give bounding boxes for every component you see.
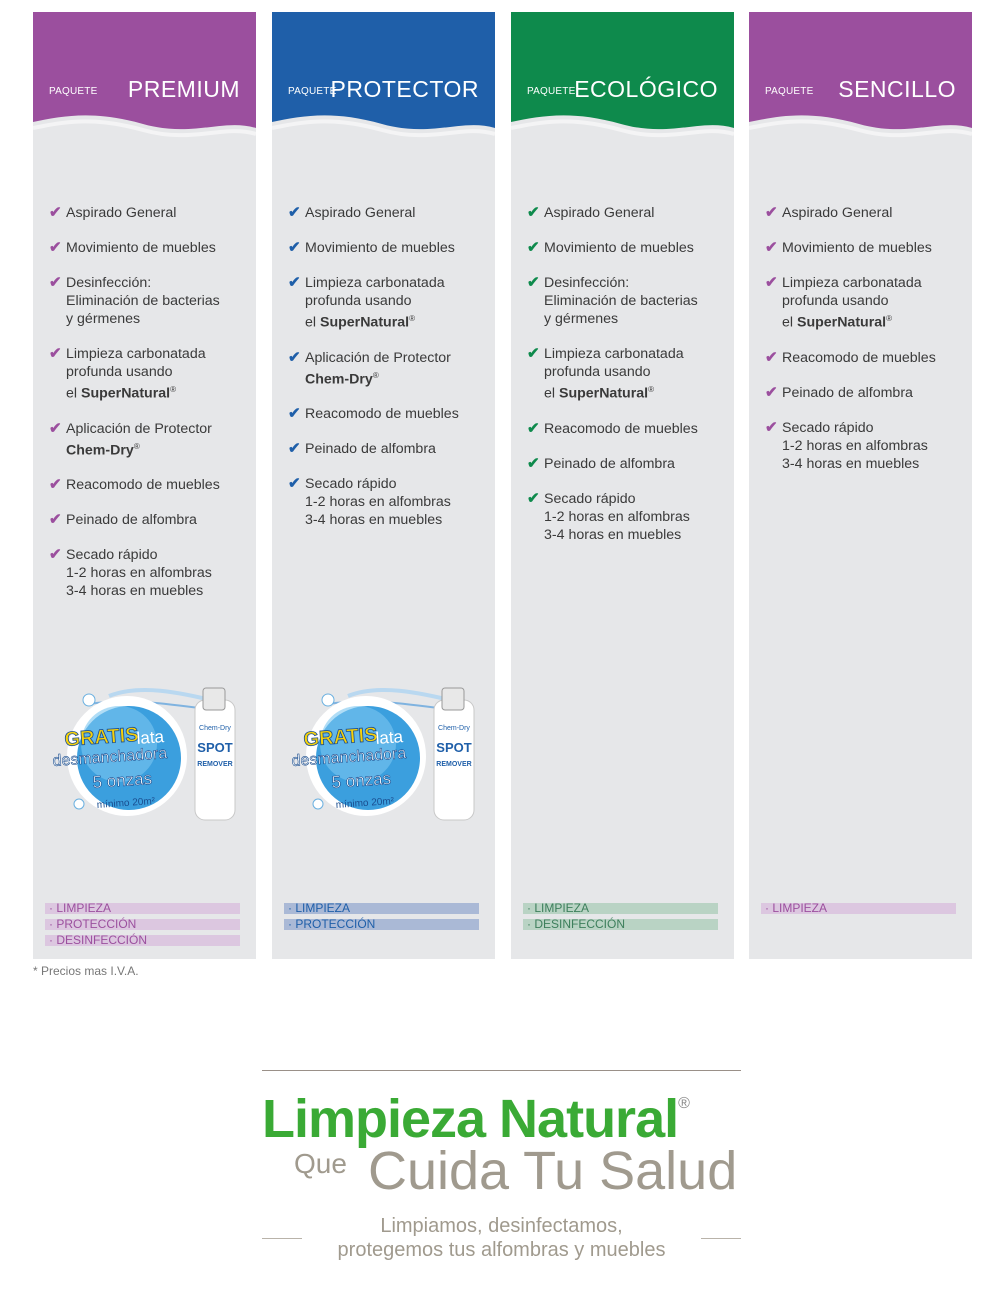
small-bubble: [313, 799, 323, 809]
check-icon: ✔: [49, 419, 62, 437]
check-icon: ✔: [49, 546, 62, 564]
package-column-3: [749, 12, 972, 959]
price-note: * Precios mas I.V.A.: [33, 964, 139, 978]
package-name: ECOLÓGICO: [574, 76, 718, 102]
feature-item: [288, 440, 488, 458]
category-tags: [45, 903, 240, 951]
feature-item: [49, 476, 249, 494]
category-tag: · LIMPIEZA: [284, 903, 479, 914]
small-bubble: [74, 799, 84, 809]
category-tag: · PROTECCIÓN: [45, 919, 240, 930]
package-column-2: [511, 12, 734, 959]
promo-minimo: mínimo 20m²: [96, 795, 156, 811]
check-icon: ✔: [527, 454, 540, 472]
package-prefix-label: PAQUETE: [527, 86, 576, 97]
feature-text: profunda usando: [66, 364, 173, 380]
category-tags: [284, 903, 479, 935]
brand-subtitle: Cuida Tu Salud: [368, 1141, 738, 1201]
check-icon: ✔: [49, 204, 62, 221]
feature-text: 1-2 horas en alfombras: [782, 437, 928, 454]
feature-text: Limpieza carbonatada: [544, 346, 684, 362]
check-icon: ✔: [49, 239, 62, 256]
tagline-line-2: protegemos tus alfombras y muebles: [337, 1239, 666, 1261]
feature-text: Movimiento de muebles: [66, 240, 216, 256]
check-icon: ✔: [49, 345, 62, 362]
feature-item: [49, 204, 249, 222]
feature-text: profunda usando: [305, 293, 412, 309]
check-icon: ✔: [527, 239, 540, 256]
check-icon: ✔: [765, 204, 778, 221]
feature-text: Eliminación de bacterias: [544, 293, 698, 309]
brand-divider: [262, 1070, 741, 1071]
feature-item: [288, 204, 488, 222]
feature-text: Reacomodo de muebles: [544, 420, 698, 437]
check-icon: ✔: [765, 348, 778, 366]
feature-item: [527, 345, 727, 403]
package-prefix-label: PAQUETE: [49, 86, 98, 97]
promo-lata: lata: [135, 727, 165, 748]
feature-text: Reacomodo de muebles: [66, 477, 220, 494]
brand-name-bold: SuperNatural: [558, 385, 649, 402]
feature-text: [305, 367, 488, 389]
feature-item: [765, 274, 965, 332]
registered-mark: ®: [170, 385, 176, 394]
can-label-spot: SPOT: [197, 740, 233, 755]
feature-item: [49, 546, 249, 600]
category-tags: [523, 903, 718, 935]
brand-name-bold: SuperNatural: [796, 314, 887, 331]
feature-item: [288, 239, 488, 257]
package-name: PROTECTOR: [330, 76, 479, 102]
check-icon: ✔: [765, 274, 778, 291]
feature-item: [527, 239, 727, 257]
feature-text: Secado rápido: [66, 547, 158, 564]
category-tag: · DESINFECCIÓN: [523, 919, 718, 930]
tagline-line-1: Limpiamos, desinfectamos,: [380, 1215, 623, 1237]
category-tag: · LIMPIEZA: [45, 903, 240, 914]
check-icon: ✔: [765, 239, 778, 256]
feature-text: Movimiento de muebles: [544, 240, 694, 256]
spray-can: [195, 700, 235, 820]
check-icon: ✔: [288, 475, 301, 493]
package-header: [272, 12, 495, 142]
feature-list: [288, 204, 488, 546]
feature-item: [527, 420, 727, 438]
feature-text: Reacomodo de muebles: [782, 349, 936, 366]
brand-que: Que: [294, 1148, 347, 1179]
package-prefix-label: PAQUETE: [288, 86, 337, 97]
feature-item: [49, 345, 249, 403]
feature-text: Desinfección:: [66, 275, 152, 291]
registered-mark: ®: [372, 370, 379, 380]
feature-item: [527, 455, 727, 473]
can-label-spot: SPOT: [436, 740, 472, 755]
feature-text: Movimiento de muebles: [782, 240, 932, 256]
feature-text: Secado rápido: [782, 419, 874, 436]
registered-mark: ®: [409, 314, 415, 323]
feature-text: Desinfección:: [544, 275, 630, 291]
can-label-remover: REMOVER: [197, 761, 233, 768]
feature-text: Aspirado General: [782, 205, 893, 221]
check-icon: ✔: [288, 274, 301, 291]
feature-text: 1-2 horas en alfombras: [544, 508, 690, 525]
package-name: PREMIUM: [127, 76, 240, 102]
feature-item: [288, 349, 488, 389]
check-icon: ✔: [288, 204, 301, 221]
feature-text: 1-2 horas en alfombras: [305, 494, 451, 511]
feature-text: el SuperNatural®: [782, 314, 892, 331]
package-prefix-label: PAQUETE: [765, 86, 814, 97]
feature-text: Peinado de alfombra: [782, 384, 913, 401]
feature-text: Reacomodo de muebles: [305, 406, 459, 423]
can-brand: Chem-Dry: [199, 725, 231, 732]
promo-gratis: GRATIS: [302, 723, 379, 751]
feature-item: [527, 490, 727, 544]
feature-list: [49, 204, 249, 617]
check-icon: ✔: [527, 419, 540, 437]
feature-item: [765, 204, 965, 222]
spray-can-cap: [203, 688, 225, 710]
promo-desmanchadora: desmanchadora: [291, 745, 407, 770]
feature-text: Secado rápido: [305, 476, 397, 493]
check-icon: ✔: [288, 239, 301, 256]
spray-can: [434, 700, 474, 820]
promo-gratis: GRATIS: [63, 723, 140, 751]
small-bubble: [83, 694, 95, 706]
feature-list: [527, 204, 727, 561]
promo-desmanchadora: desmanchadora: [52, 745, 168, 770]
feature-text: 1-2 horas en alfombras: [66, 565, 212, 582]
feature-text: y gérmenes: [544, 311, 619, 327]
feature-item: [49, 239, 249, 257]
feature-text: 3-4 horas en muebles: [782, 455, 920, 472]
can-brand: Chem-Dry: [438, 725, 470, 732]
promo-minimo: mínimo 20m²: [335, 795, 395, 811]
feature-text: Peinado de alfombra: [66, 512, 197, 529]
promo-graphic: [288, 674, 484, 830]
feature-item: [49, 274, 249, 328]
brand-name-bold: SuperNatural: [80, 385, 171, 402]
feature-text: Movimiento de muebles: [305, 240, 455, 256]
category-tags: [761, 903, 956, 919]
feature-text: el SuperNatural®: [305, 314, 415, 331]
category-tag: · LIMPIEZA: [523, 903, 718, 914]
registered-mark: ®: [886, 314, 892, 323]
feature-text: Eliminación de bacterias: [66, 293, 220, 309]
registered-mark: ®: [678, 1095, 689, 1112]
feature-text: profunda usando: [782, 293, 889, 309]
feature-text: y gérmenes: [66, 311, 141, 327]
brand-name-bold: SuperNatural: [319, 314, 410, 331]
promo-badge: [288, 674, 484, 830]
registered-mark: ®: [133, 441, 140, 451]
check-icon: ✔: [527, 204, 540, 221]
feature-text: Peinado de alfombra: [305, 441, 436, 458]
package-header: [511, 12, 734, 142]
check-icon: ✔: [527, 345, 540, 362]
registered-mark: ®: [648, 385, 654, 394]
feature-text: [66, 438, 249, 460]
check-icon: ✔: [527, 489, 540, 507]
package-header: [749, 12, 972, 142]
can-label-remover: REMOVER: [436, 761, 472, 768]
promo-graphic: [49, 674, 245, 830]
package-name: SENCILLO: [838, 76, 956, 102]
feature-text: el SuperNatural®: [66, 385, 176, 402]
feature-item: [527, 274, 727, 328]
check-icon: ✔: [288, 440, 301, 458]
feature-text: Limpieza carbonatada: [782, 275, 922, 291]
brand-name-bold: Chem-Dry: [305, 371, 373, 388]
feature-text: Limpieza carbonatada: [305, 275, 445, 291]
feature-list: [765, 204, 965, 490]
feature-text: Aspirado General: [305, 205, 416, 221]
feature-text: 3-4 horas en muebles: [544, 526, 682, 543]
package-header: [33, 12, 256, 142]
check-icon: ✔: [49, 476, 62, 494]
package-column-1: [272, 12, 495, 959]
check-icon: ✔: [288, 405, 301, 423]
feature-item: [765, 349, 965, 367]
promo-onzas: 5 onzas: [330, 768, 392, 792]
promo-badge: [49, 674, 245, 830]
category-tag: · DESINFECCIÓN: [45, 935, 240, 946]
check-icon: ✔: [288, 348, 301, 366]
category-tag: · PROTECCIÓN: [284, 919, 479, 930]
feature-item: [288, 274, 488, 332]
feature-item: [765, 384, 965, 402]
feature-text: profunda usando: [544, 364, 651, 380]
feature-item: [765, 419, 965, 473]
feature-item: [765, 239, 965, 257]
small-bubble: [322, 694, 334, 706]
feature-text: 3-4 horas en muebles: [66, 583, 204, 600]
package-column-0: [33, 12, 256, 959]
feature-text: Secado rápido: [544, 490, 636, 507]
brand-name-bold: Chem-Dry: [66, 442, 134, 459]
feature-item: [49, 511, 249, 529]
feature-item: [527, 204, 727, 222]
feature-text: el SuperNatural®: [544, 385, 654, 402]
promo-lata: lata: [374, 727, 404, 748]
feature-text: Aspirado General: [544, 205, 655, 221]
spray-can-cap: [442, 688, 464, 710]
check-icon: ✔: [527, 274, 540, 291]
feature-text: Aspirado General: [66, 205, 177, 221]
check-icon: ✔: [49, 274, 62, 291]
feature-item: [288, 475, 488, 529]
feature-item: [288, 405, 488, 423]
feature-text: Peinado de alfombra: [544, 455, 675, 472]
brand-tagline: [262, 1214, 741, 1262]
promo-onzas: 5 onzas: [91, 768, 153, 792]
brand-title-text: Limpieza Natural: [262, 1089, 679, 1149]
feature-text: 3-4 horas en muebles: [305, 512, 443, 529]
feature-text: Aplicación de Protector: [66, 420, 212, 437]
check-icon: ✔: [49, 511, 62, 529]
feature-item: [49, 420, 249, 460]
category-tag: · LIMPIEZA: [761, 903, 956, 914]
feature-text: Limpieza carbonatada: [66, 346, 206, 362]
check-icon: ✔: [765, 383, 778, 401]
check-icon: ✔: [765, 418, 778, 436]
feature-text: Aplicación de Protector: [305, 349, 451, 366]
